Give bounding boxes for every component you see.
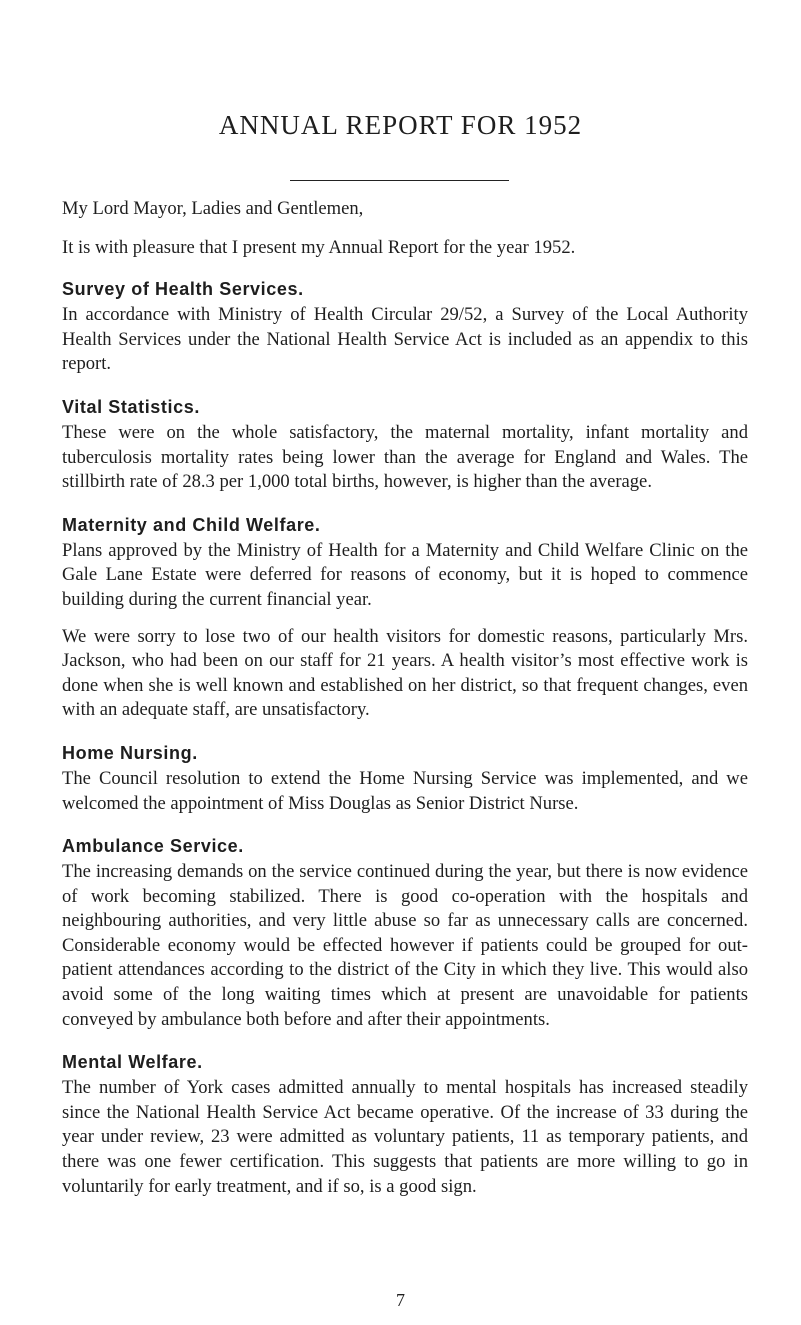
section-paragraph: The Council resolution to extend the Home Nursing Service was implemented, and we welcomed the appointment of Miss Douglas as Senior District Nurse. bbox=[62, 767, 748, 814]
section-heading: Mental Welfare. bbox=[62, 1052, 203, 1073]
salutation: My Lord Mayor, Ladies and Gentlemen, bbox=[62, 198, 364, 219]
section-vital-statistics bbox=[62, 394, 748, 495]
title-divider bbox=[290, 180, 509, 181]
document-body bbox=[62, 197, 748, 1216]
section-paragraph: The increasing demands on the service continued during the year, but there is now evidence of work becoming stabilized. There is good co-operation with the hospitals and neighbouring authorities, and very little abuse so far as unnecessary calls are concerned. Considerable economy would be effected however if patients could be grouped for out-patient attendances according to the district of the City in which they live. This would also avoid some of the long waiting times which at present are unavoidable for patients conveyed by ambulance both before and after their appointments. bbox=[62, 861, 748, 1030]
intro-paragraph: It is with pleasure that I present my Annual Report for the year 1952. bbox=[62, 236, 576, 258]
section-paragraph: These were on the whole satisfactory, the maternal mortality, infant mortality and tuberculosis mortality rates being lower than the average for England and Wales. The stillbirth rate of 28.3 per 1,000 total births, however, is higher than the average. bbox=[62, 421, 748, 493]
section-paragraph: The number of York cases admitted annually to mental hospitals has increased steadily since the National Health Service Act became operative. Of the increase of 33 during the year under review, 23 were admitted as voluntary patients, 11 as temporary patients, and there was one fewer certification. This suggests that patients are more willing to go in voluntarily for early treatment, and if so, is a good sign. bbox=[62, 1077, 748, 1197]
section-paragraph: In accordance with Ministry of Health Circular 29/52, a Survey of the Local Authority Health Services under the National Health Service Act is included as an appendix to this report. bbox=[62, 304, 748, 375]
page-number: 7 bbox=[396, 1290, 405, 1310]
section-mental-welfare bbox=[62, 1049, 748, 1199]
section-paragraph: We were sorry to lose two of our health visitors for domestic reasons, particularly Mrs. Jackson, who had been on our staff for 21 years. A health visitor’s most effective work is done when she is well known and established on her district, so that frequent changes, even with an adequate staff, are unsatisfactory. bbox=[62, 625, 748, 721]
section-maternity-and-child-welfare bbox=[62, 512, 748, 723]
section-paragraph: Plans approved by the Ministry of Health for a Maternity and Child Welfare Clinic on the Gale Lane Estate were deferred for reasons of economy, but it is hoped to commence building during the current financial year. bbox=[62, 539, 748, 610]
section-ambulance-service bbox=[62, 833, 748, 1032]
section-heading: Ambulance Service. bbox=[62, 836, 244, 857]
section-survey-of-health-services bbox=[62, 276, 748, 377]
page-title: ANNUAL REPORT FOR 1952 bbox=[218, 110, 583, 140]
section-heading: Vital Statistics. bbox=[62, 396, 200, 417]
section-home-nursing bbox=[62, 740, 748, 816]
section-heading: Home Nursing. bbox=[62, 742, 198, 763]
section-heading: Survey of Health Services. bbox=[62, 279, 304, 300]
section-heading: Maternity and Child Welfare. bbox=[62, 514, 321, 535]
